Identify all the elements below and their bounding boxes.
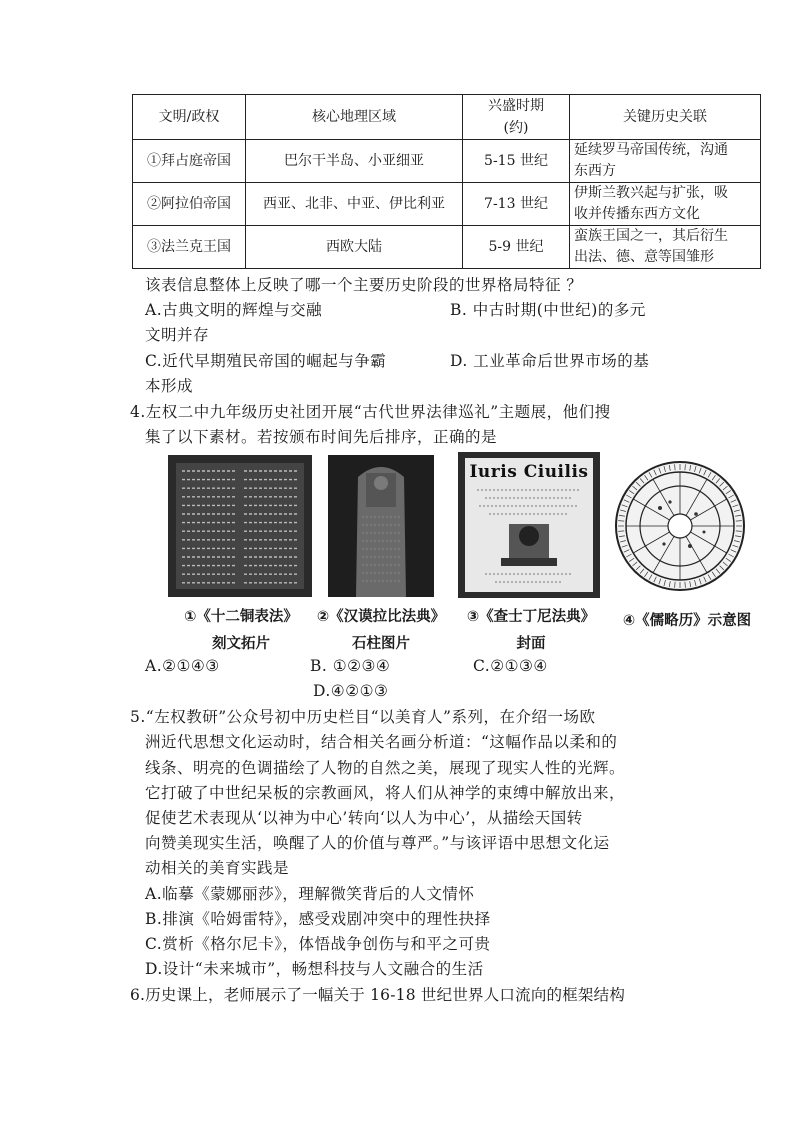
q4-option-c[interactable]: C.②①③④ [473,657,548,675]
cell-name: ①拜占庭帝国 [133,140,246,183]
q5-option-b[interactable]: B.排演《哈姆雷特》，感受戏剧冲突中的理性抉择 [145,910,491,928]
cell-region: 西亚、北非、中亚、伊比利亚 [246,183,463,226]
q3-option-b[interactable]: B. 中古时期(中世纪)的多元 [450,301,646,319]
hammurabi-stele-image [328,455,434,597]
q3-option-a[interactable]: A.古典文明的辉煌与交融 [145,301,323,319]
civilization-table [132,94,761,269]
table-header-row [133,95,761,140]
q6-stem-line: 6.历史课上，老师展示了一幅关于 16-18 世纪世界人口流向的框架结构 [130,986,626,1004]
twelve-tables-rubbing-graphic [168,455,312,597]
q4-stem-line: 4.左权二中九年级历史社团开展“古代世界法律巡礼”主题展，他们搜 [130,403,611,421]
table-row [133,140,761,183]
twelve-tables-rubbing-image [168,455,312,597]
caption-julian-calendar [612,609,762,630]
cell-relation-line: 延续罗马帝国传统，沟通 [574,142,728,158]
caption-subtitle: 封面 [516,636,546,652]
julian-calendar-graphic [612,456,747,596]
q4-stem-line: 集了以下素材。若按颁布时间先后排序，正确的是 [145,428,498,446]
header-period-label: 兴盛时期 [488,98,544,114]
q4-option-b[interactable]: B. ①②③④ [310,657,391,675]
cell-relation-line: 伊斯兰教兴起与扩张，吸 [574,185,728,201]
q3-option-b-cont: 文明并存 [145,326,210,344]
justinian-code-cover-image [458,452,600,598]
cell-relation-line: 蛮族王国之一，其后衍生 [574,228,728,244]
book-cover-graphic [465,458,593,592]
header-period [463,95,570,140]
cell-region: 巴尔干半岛、小亚细亚 [246,140,463,183]
header-period-note: (约) [503,120,529,136]
q5-stem-line: 促使艺术表现从‘以神为中心’转向‘以人为中心’，从描绘天国转 [145,809,583,827]
cell-name: ③法兰克王国 [133,226,246,269]
q4-option-d[interactable]: D.④②①③ [313,682,389,700]
caption-subtitle: 石柱图片 [352,636,410,652]
q5-stem-line: 线条、明亮的色调描绘了人物的自然之美，展现了现实人性的光辉。 [145,759,626,777]
cell-name: ②阿拉伯帝国 [133,183,246,226]
caption-title: ②《汉谟拉比法典》 [316,609,446,625]
cell-relation-line: 出法、德、意等国雏形 [574,249,714,265]
q5-stem-line: 洲近代思想文化运动时，结合相关名画分析道：“这幅作品以柔和的 [145,733,618,751]
cell-period: 7-13 世纪 [463,183,570,226]
cell-period: 5-9 世纪 [463,226,570,269]
cell-region: 西欧大陆 [246,226,463,269]
header-region: 核心地理区域 [246,95,463,140]
book-title: Iuris Ciuilis [469,462,589,482]
cell-relation-line: 收并传播东西方文化 [574,206,700,222]
caption-subtitle: 刻文拓片 [212,636,270,652]
table-row [133,226,761,269]
cell-relation [570,226,761,269]
caption-title: ③《查士丁尼法典》 [466,609,596,625]
cell-period: 5-15 世纪 [463,140,570,183]
q5-option-d[interactable]: D.设计“未来城市”，畅想科技与人文融合的生活 [145,960,484,978]
caption-hammurabi [296,605,466,653]
q5-stem-line: 向赞美现实生活，唤醒了人的价值与尊严。”与该评语中思想文化运 [145,834,610,852]
header-civilization: 文明/政权 [133,95,246,140]
q3-option-c[interactable]: C.近代早期殖民帝国的崛起与争霸 [145,352,387,370]
caption-title: ①《十二铜表法》 [184,609,298,625]
header-relation: 关键历史关联 [570,95,761,140]
cell-relation [570,183,761,226]
hammurabi-stele-graphic [328,455,434,597]
q3-option-d[interactable]: D. 工业革命后世界市场的基 [450,352,650,370]
cell-relation [570,140,761,183]
q5-stem-line: 动相关的美育实践是 [145,859,290,877]
caption-title: ④《儒略历》示意图 [622,613,752,629]
q4-option-a[interactable]: A.②①④③ [145,657,220,675]
q5-stem-line: 它打破了中世纪呆板的宗教画风，将人们从神学的束缚中解放出来， [145,784,626,802]
table-row [133,183,761,226]
julian-calendar-diagram-image [612,456,747,596]
q3-stem: 该表信息整体上反映了哪一个主要历史阶段的世界格局特征 ？ [145,276,583,294]
caption-justinian [448,605,614,653]
cell-relation-line: 东西方 [574,163,616,179]
q5-option-c[interactable]: C.赏析《格尔尼卡》，体悟战争创伤与和平之可贵 [145,935,491,953]
q5-option-a[interactable]: A.临摹《蒙娜丽莎》，理解微笑背后的人文情怀 [145,885,475,903]
q3-option-d-cont: 本形成 [145,377,194,395]
q5-stem-line: 5.“左权教研”公众号初中历史栏目“以美育人”系列，在介绍一场欧 [130,708,596,726]
